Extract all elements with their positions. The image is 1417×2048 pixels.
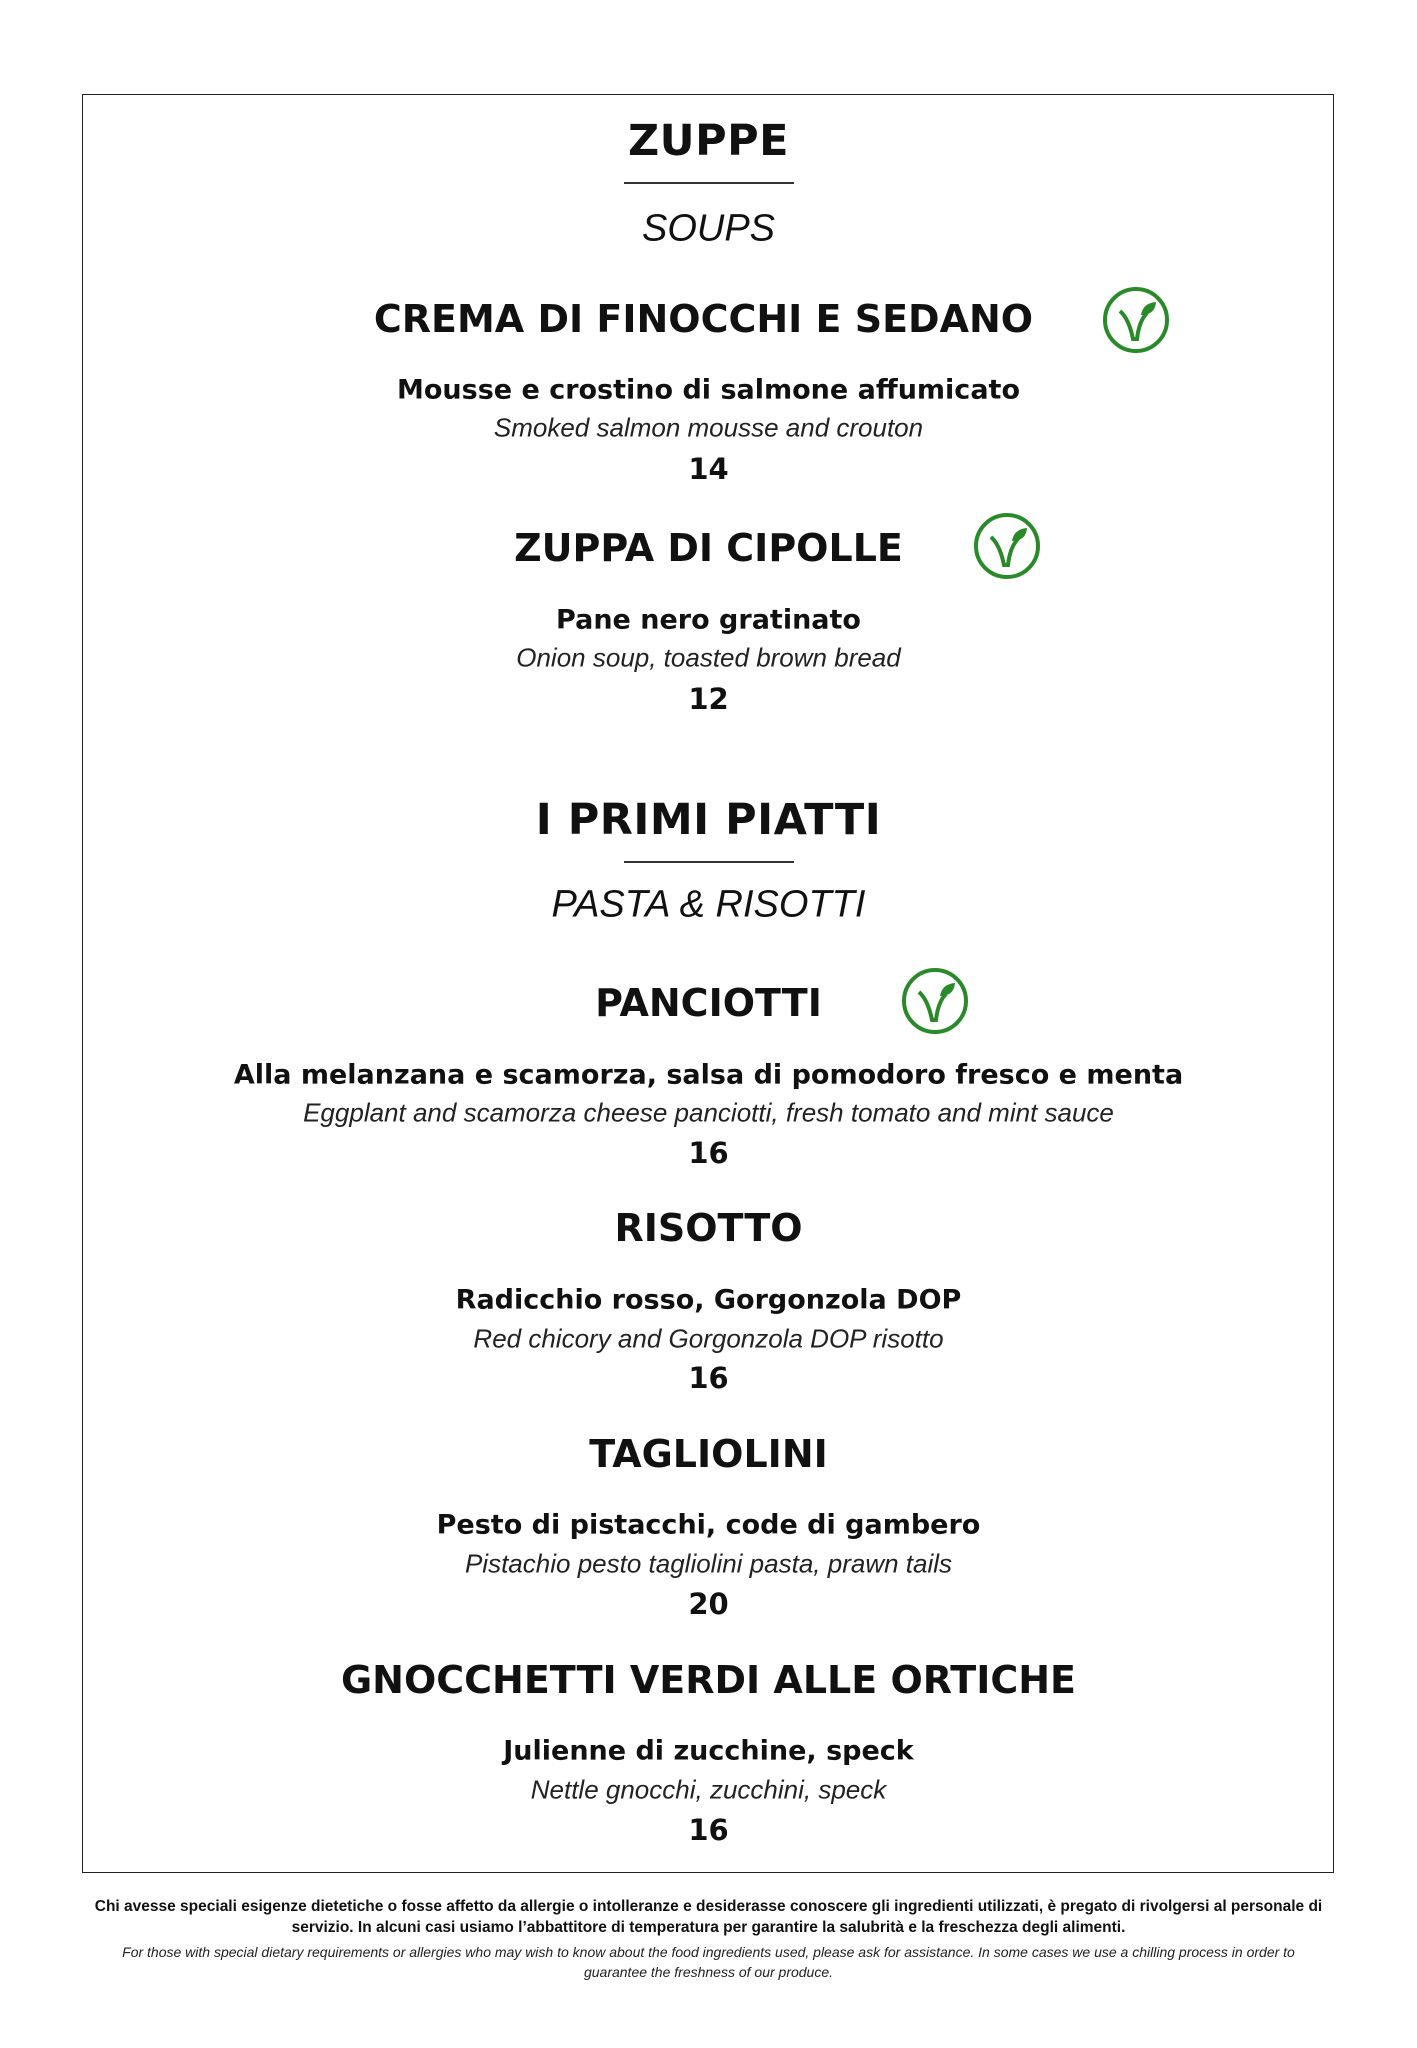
dish-translation: Pistachio pesto tagliolini pasta, prawn tails	[464, 1548, 953, 1579]
dish-translation: Red chicory and Gorgonzola DOP risotto	[473, 1323, 944, 1354]
divider	[624, 182, 794, 184]
dish-name: RISOTTO	[614, 1206, 803, 1250]
divider	[624, 861, 794, 863]
dish-name: GNOCCHETTI VERDI ALLE ORTICHE	[340, 1658, 1077, 1702]
vegetarian-icon	[1101, 285, 1171, 355]
dish-translation: Eggplant and scamorza cheese panciotti, fresh tomato and mint sauce	[303, 1097, 1114, 1128]
dish-name: PANCIOTTI	[595, 981, 822, 1025]
section-title: ZUPPE	[628, 116, 789, 166]
vegetarian-icon	[972, 511, 1042, 581]
dish-price: 16	[688, 1361, 729, 1395]
dish-price: 14	[688, 452, 729, 486]
dish-description: Radicchio rosso, Gorgonzola DOP	[455, 1284, 962, 1316]
dish-description: Pesto di pistacchi, code di gambero	[436, 1509, 981, 1541]
section-subtitle: SOUPS	[641, 207, 776, 250]
dish-description: Alla melanzana e scamorza, salsa di pomodoro fresco e menta	[233, 1059, 1184, 1091]
dish-description: Pane nero gratinato	[556, 604, 861, 636]
allergy-notice-italian: Chi avesse speciali esigenze dietetiche o fosse affetto da allergie o intolleranze e desiderasse conoscere gli ingredienti utilizzati, è pregato di rivolgersi al personale di servizio. In alcuni casi usiamo l’abbattitore di temperatura per garantire la salubrità e la freschezza degli alimenti.	[94, 1898, 1323, 1936]
dish-translation: Smoked salmon mousse and crouton	[493, 412, 924, 443]
section-subtitle: PASTA & RISOTTI	[551, 883, 866, 926]
dish-price: 20	[688, 1587, 729, 1621]
dish-price: 12	[688, 682, 729, 716]
section-title: I PRIMI PIATTI	[535, 795, 882, 845]
dish-description: Mousse e crostino di salmone affumicato	[396, 374, 1020, 406]
dish-name: ZUPPA DI CIPOLLE	[514, 526, 903, 570]
dish-price: 16	[688, 1136, 729, 1170]
dish-name: CREMA DI FINOCCHI E SEDANO	[373, 297, 1034, 341]
dish-translation: Nettle gnocchi, zucchini, speck	[530, 1774, 887, 1805]
vegetarian-icon	[900, 966, 970, 1036]
dish-price: 16	[688, 1813, 729, 1847]
dish-description: Julienne di zucchine, speck	[503, 1735, 914, 1767]
dish-translation: Onion soup, toasted brown bread	[516, 642, 901, 673]
allergy-notice-english: For those with special dietary requirements or allergies who may wish to know about the food ingredients used, please ask for assistance. In some cases we use a chilling process in order to guarantee the freshness of our produce.	[122, 1944, 1295, 1980]
dish-name: TAGLIOLINI	[589, 1432, 828, 1476]
